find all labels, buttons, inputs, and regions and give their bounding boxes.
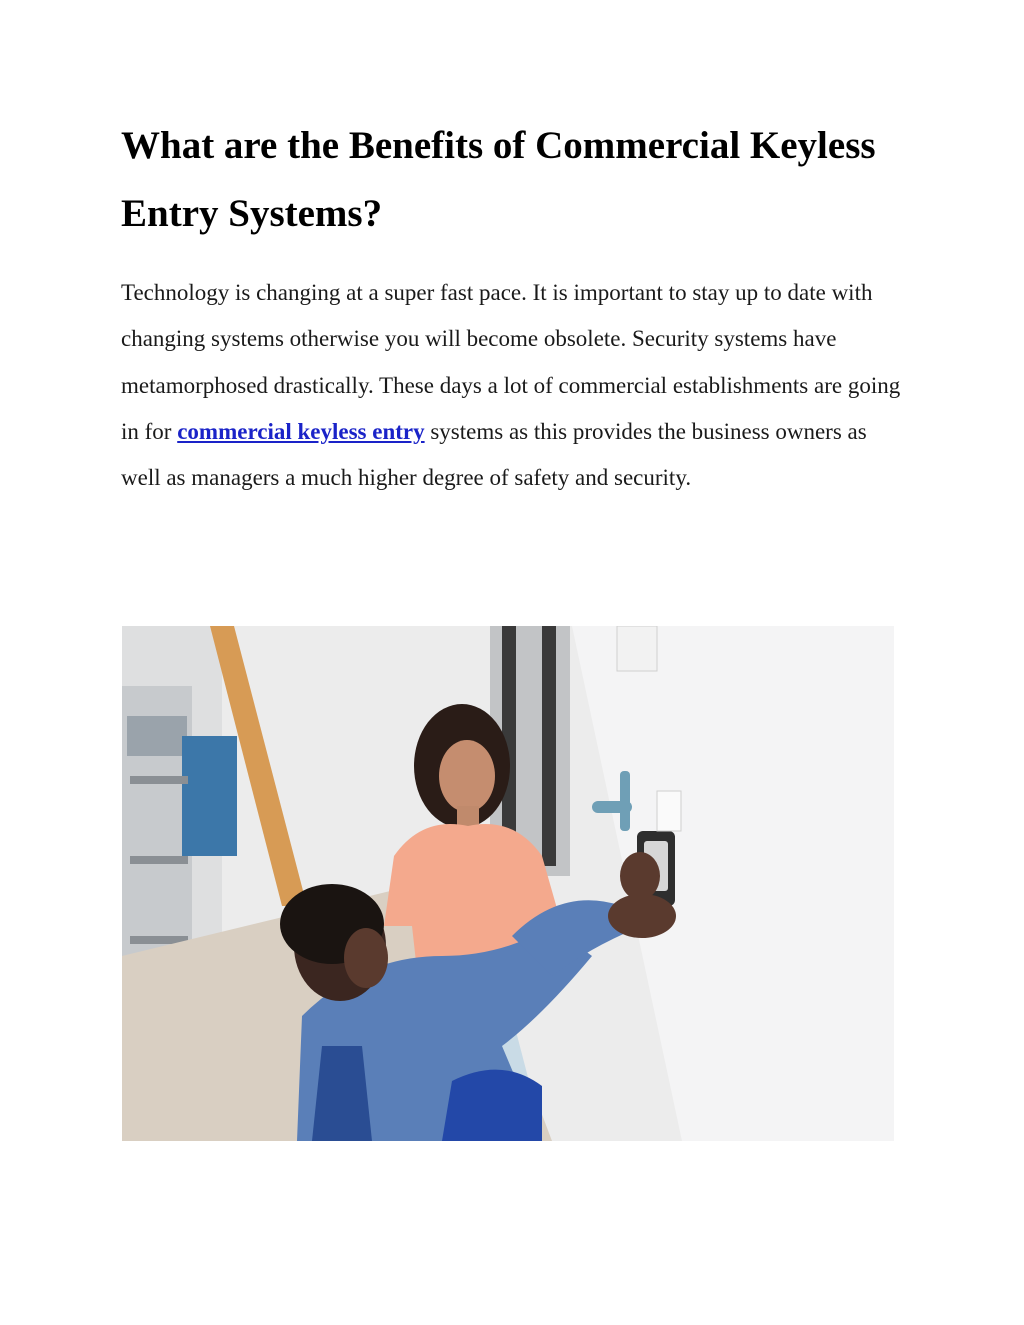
article-title: What are the Benefits of Commercial Keyless Entry Systems? — [121, 124, 876, 235]
technician-installing-keypad-illustration — [122, 626, 894, 1141]
article-paragraph — [121, 270, 911, 501]
commercial-keyless-entry-link[interactable]: commercial keyless entry — [177, 418, 425, 444]
paragraph-text-before-link: Technology is changing at a super fast pace. It is important to stay up to date with changing systems otherwise you will become obsolete. Security systems have metamorphosed drastically. These days a lot of commercial establishments are going in for — [121, 280, 901, 444]
article-photo — [122, 626, 894, 1141]
paragraph-text-after-link: systems as this provides the business owners as well as managers a much higher degree of safety and security. — [121, 418, 867, 491]
